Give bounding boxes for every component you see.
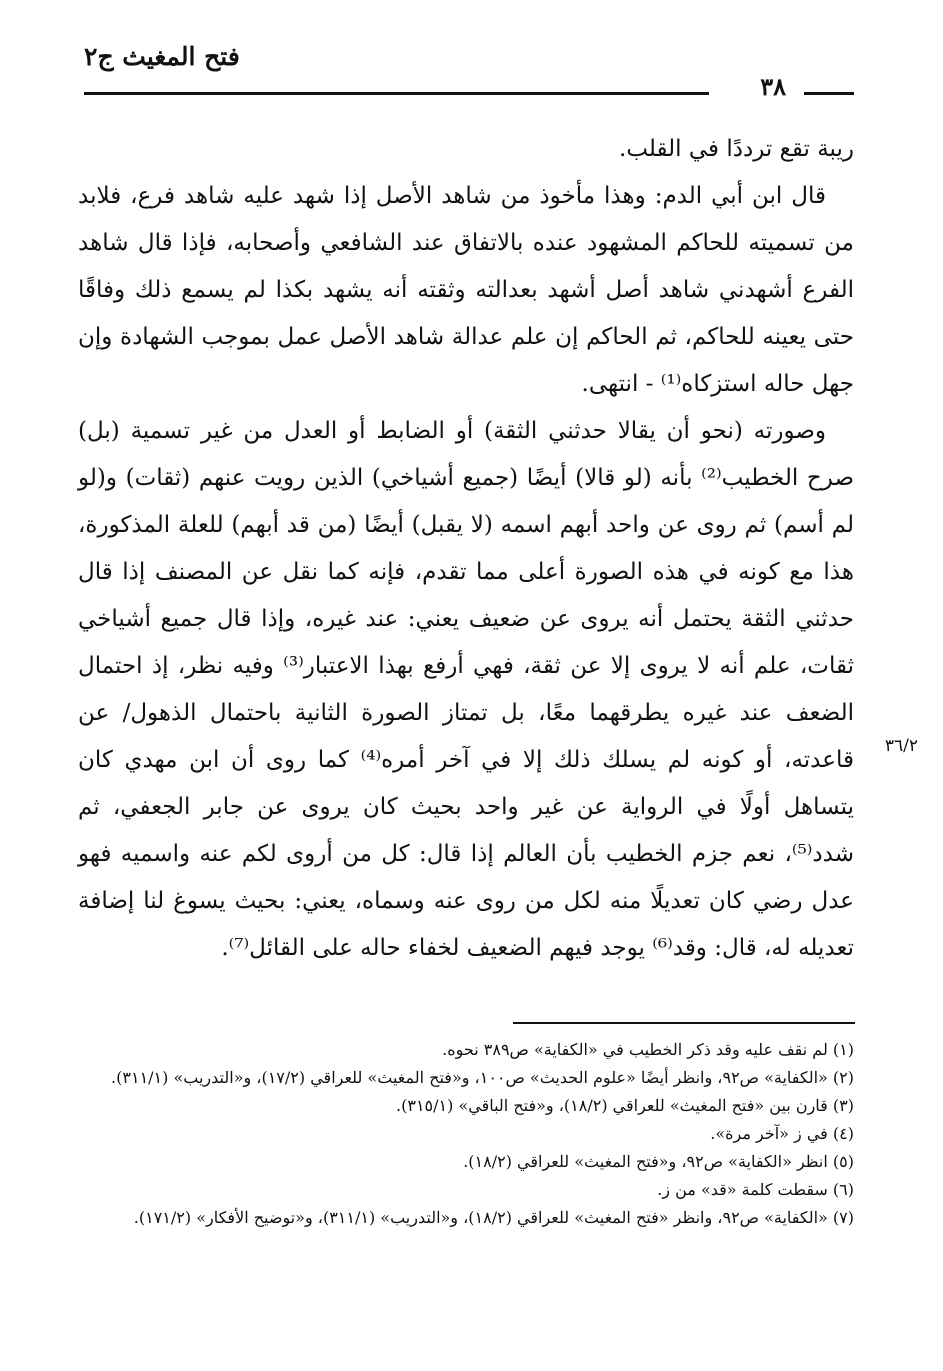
footnote: (٥) انظر «الكفاية» ص٩٢، و«فتح المغيث» للعراقي (١٨/٢).: [463, 1152, 854, 1171]
margin-page-reference: ٣٦/٢: [884, 736, 918, 756]
page-number: ٣٨: [750, 72, 796, 101]
paragraph: وصورته (نحو أن يقالا حدثني الثقة) أو الضابط أو العدل من غير تسمية (بل) صرح الخطيب⁽²⁾ بأنه (لو قالا) أيضًا (جميع أشياخي) الذين رويت عنهم (ثقات) و(لو لم أسم) ثم روى عن واحد أبهم اسمه (لا يقبل) أيضًا (من قد أبهم) للعلة المذكورة، هذا مع كونه في هذه الصورة أعلى مما تقدم، فإنه كما نقل عن المصنف إذا قال حدثني الثقة يحتمل أنه يروى عن ضعيف يعني: عند غيره، وإذا قال جميع أشياخي ثقات، علم أنه لا يروى إلا عن ثقة، فهي أرفع بهذا الاعتبار⁽³⁾ وفيه نظر، إذ احتمال الضعف عند غيره يطرقهما معًا، بل تمتاز الصورة الثانية باحتمال الذهول/ عن قاعدته، أو كونه لم يسلك ذلك إلا في آخر أمره⁽⁴⁾ كما روى أن ابن مهدي كان يتساهل أولًا في الرواية عن غير واحد بحيث كان يروى عن جابر الجعفي، ثم شدد⁽⁵⁾، نعم جزم الخطيب بأن العالم إذا قال: كل من أروى لكم عنه واسميه فهو عدل رضي كان تعديلًا منه لكل من روى عنه وسماه، يعني: بحيث يسوغ لنا إضافة تعديله له، قال: وقد⁽⁶⁾ يوجد فيهم الضعيف لخفاء حاله على القائل⁽⁷⁾.: [78, 418, 854, 961]
paragraph: قال ابن أبي الدم: وهذا مأخوذ من شاهد الأصل إذا شهد عليه شاهد فرع، فلابد من تسميته للحاكم المشهود عنده بالاتفاق عند الشافعي وأصحابه، فإذا قال شاهد الفرع أشهدني شاهد أصل أشهد بعدالته وثقته أنه يشهد بكذا لم يسمع ذلك وفاقًا حتى يعينه للحاكم، ثم الحاكم إن علم عدالة شاهد الأصل عمل بموجب الشهادة وإن جهل حاله استزكاه⁽¹⁾ - انتهى.: [78, 183, 854, 397]
footnote: (٧) «الكفاية» ص٩٢، وانظر «فتح المغيث» للعراقي (١٨/٢)، و«التدريب» (٣١١/١)، و«توضيح الأفكار» (١٧١/٢).: [133, 1208, 854, 1227]
footnotes: [84, 1036, 854, 1232]
page-header: [84, 40, 854, 100]
footnote: (١) لم نقف عليه وقد ذكر الخطيب في «الكفاية» ص٣٨٩ نحوه.: [442, 1040, 854, 1059]
paragraph: ريبة تقع ترددًا في القلب.: [619, 136, 854, 162]
header-rule: [84, 92, 709, 95]
book-title: فتح المغيث ج٢: [84, 42, 240, 71]
footnote: (٢) «الكفاية» ص٩٢، وانظر أيضًا «علوم الحديث» ص١٠٠، و«فتح المغيث» للعراقي (١٧/٢)، و«التدريب» (٣١١/١).: [111, 1068, 854, 1087]
footnote-divider: [513, 1022, 855, 1024]
main-text: [78, 126, 854, 972]
page-number-dash: [804, 92, 854, 95]
footnote: (٣) قارن بين «فتح المغيث» للعراقي (١٨/٢)، و«فتح الباقي» (٣١٥/١).: [396, 1096, 854, 1115]
footnote: (٤) في ز «آخر مرة».: [710, 1124, 854, 1143]
footnote: (٦) سقطت كلمة «قد» من ز.: [657, 1180, 854, 1199]
